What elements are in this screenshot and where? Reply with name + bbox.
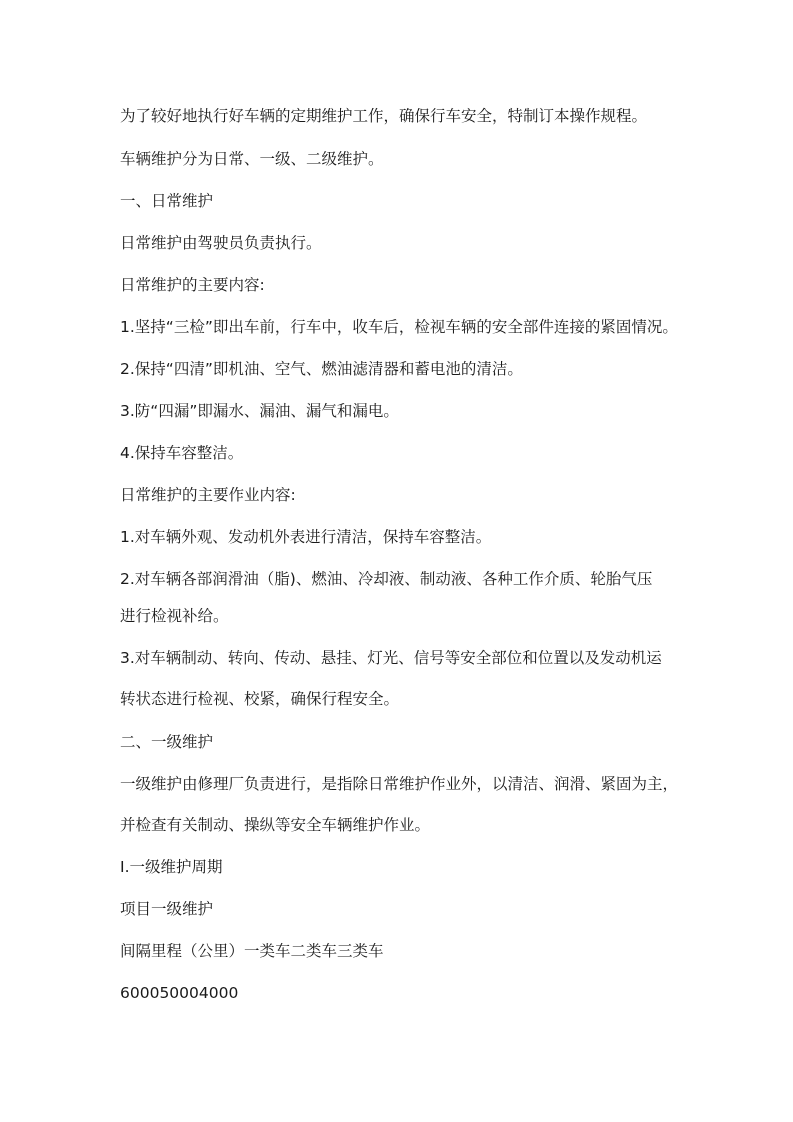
table-header-item: 项目一级维护 — [120, 900, 214, 918]
section-heading-level-one: 二、一级维护 — [120, 733, 214, 751]
daily-work-item-3: 3.对车辆制动、转向、传动、悬挂、灯光、信号等安全部位和位置以及发动机运 — [120, 649, 662, 667]
daily-work-heading: 日常维护的主要作业内容: — [120, 486, 296, 504]
daily-work-item-2-continued: 进行检视补给。 — [120, 607, 229, 625]
level-one-cycle-heading: Ⅰ.一级维护周期 — [120, 858, 223, 876]
daily-responsibility-paragraph: 日常维护由驾驶员负责执行。 — [120, 234, 322, 252]
daily-content-item-1: 1.坚持“三检”即出车前，行车中，收车后，检视车辆的安全部件连接的紧固情况。 — [120, 318, 678, 336]
daily-work-item-1: 1.对车辆外观、发动机外表进行清洁，保持车容整洁。 — [120, 528, 492, 546]
level-one-paragraph-continued: 并检查有关制动、操纵等安全车辆维护作业。 — [120, 816, 431, 834]
daily-content-item-4: 4.保持车容整洁。 — [120, 444, 244, 462]
daily-work-item-2: 2.对车辆各部润滑油（脂)、燃油、冷却液、制动液、各种工作介质、轮胎气压 — [120, 570, 653, 588]
daily-content-heading: 日常维护的主要内容: — [120, 276, 265, 294]
level-one-paragraph: 一级维护由修理厂负责进行，是指除日常维护作业外，以清洁、润滑、紧固为主， — [120, 775, 679, 793]
maintenance-types-paragraph: 车辆维护分为日常、一级、二级维护。 — [120, 150, 384, 168]
intro-paragraph: 为了较好地执行好车辆的定期维护工作，确保行车安全，特制订本操作规程。 — [120, 107, 648, 125]
section-heading-daily: 一、日常维护 — [120, 192, 214, 210]
daily-content-item-2: 2.保持“四清”即机油、空气、燃油滤清器和蓄电池的清洁。 — [120, 360, 523, 378]
daily-work-item-3-continued: 转状态进行检视、校紧，确保行程安全。 — [120, 690, 400, 708]
daily-content-item-3: 3.防“四漏”即漏水、漏油、漏气和漏电。 — [120, 402, 399, 420]
table-header-interval: 间隔里程（公里）一类车二类车三类车 — [120, 942, 384, 960]
table-row-values: 600050004000 — [120, 984, 239, 1002]
